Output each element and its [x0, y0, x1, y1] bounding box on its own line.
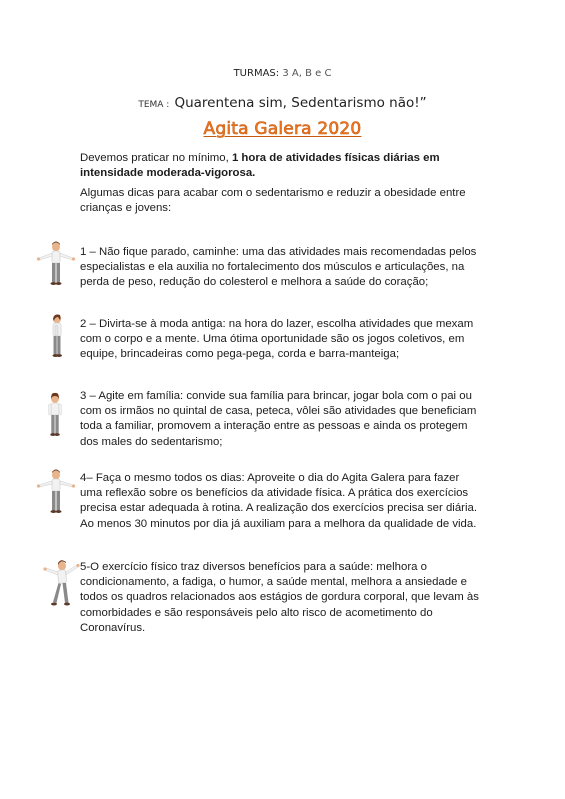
tip-1: 1 – Não fique parado, caminhe: uma das atividades mais recomendadas pelos especialistas e ela auxilia no fortalecimento dos músculos e articulações, na perda de peso, redução do colesterol e melhora a saúde do coração; — [80, 246, 477, 289]
person-arms-out-icon — [36, 240, 76, 288]
person-stretching-icon — [40, 558, 82, 610]
intro-paragraph-1 — [80, 151, 480, 181]
person-arms-out-icon — [36, 468, 76, 516]
class-line — [0, 68, 565, 79]
tip-5: 5-O exercício físico traz diversos benefícios para a saúde: melhora o condicionamento, a fadiga, o humor, a saúde mental, melhora a ansiedade e todos os quadros relacionados aos estágios de gordura corporal, que levam às comorbidades e são responsáveis pelo alto risco de acometimento do Coronavírus. — [80, 561, 479, 634]
tip-2: 2 – Divirta-se à moda antiga: na hora do lazer, escolha atividades que mexam com o corpo e a mente. Uma ótima oportunidade são os jogos coletivos, em equipe, brincadeiras como pega-pega, corda e barra-manteiga; — [80, 318, 474, 361]
tip-4: 4– Faça o mesmo todos os dias: Aproveite o dia do Agita Galera para fazer uma reflexão sobre os benefícios da atividade física. A prática dos exercícios precisa estar adequada à rotina. A realização dos exercícios precisa ser diária. Ao menos 30 minutos por dia já auxiliam para a melhora da qualidade de vida. — [80, 472, 477, 530]
turmas-label: TURMAS: — [233, 68, 280, 79]
tip-3: 3 – Agite em família: convide sua família para brincar, jogar bola com o pai ou com os irmãos no quintal de casa, peteca, vôlei são atividades que beneficiam toda a familiar, promovem a interação entre as pessoas e ainda os protegem dos males do sedentarismo; — [80, 390, 477, 448]
intro-paragraph-2: Algumas dicas para acabar com o sedentarismo e reduzir a obesidade entre crianças e jovens: — [80, 187, 466, 215]
intro-text: Devemos praticar no mínimo, — [80, 152, 232, 164]
document-title: Agita Galera 2020 — [203, 119, 362, 139]
tema-label: TEMA : — [138, 100, 170, 110]
person-standing-icon — [44, 392, 66, 438]
intro-bold-text: 1 hora de atividades físicas diárias em intensidade moderada-vigorosa. — [80, 152, 440, 180]
tema-value: Quarentena sim, Sedentarismo não!” — [174, 95, 427, 111]
person-side-icon — [46, 312, 68, 360]
turmas-value: 3 A, B e C — [282, 68, 332, 79]
theme-line — [0, 92, 565, 111]
